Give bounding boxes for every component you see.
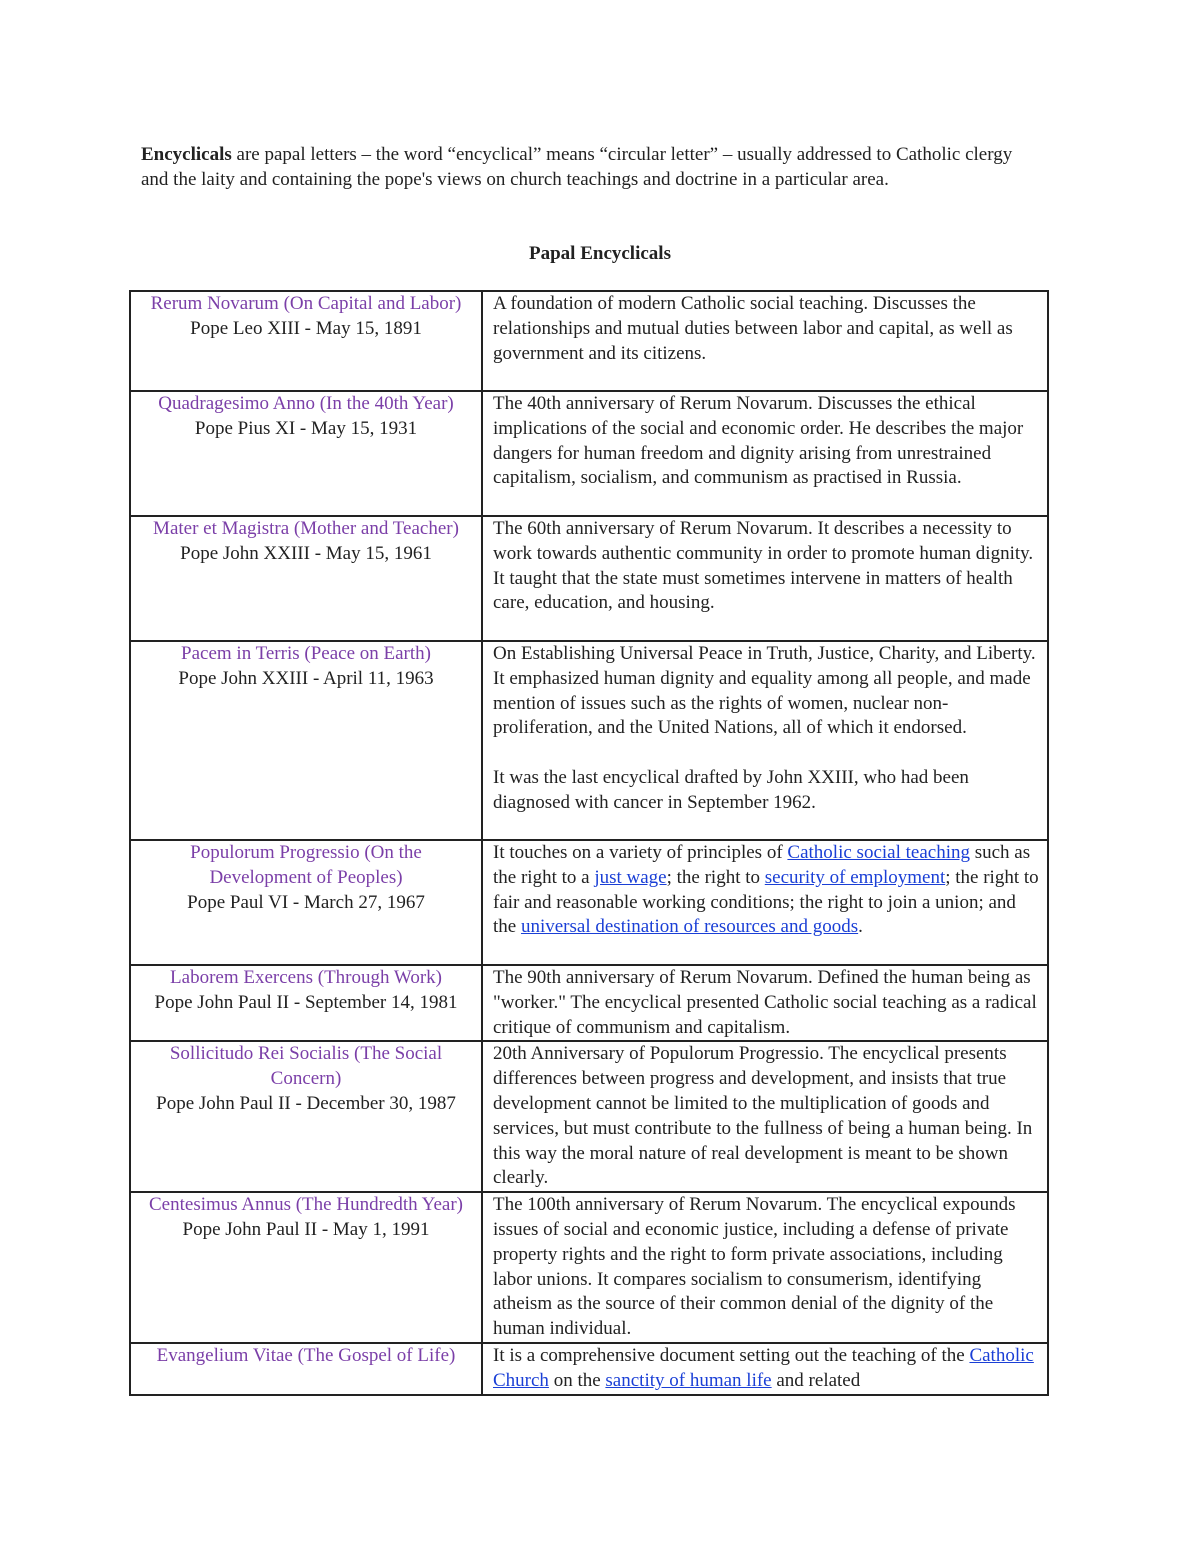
encyclical-title: Quadragesimo Anno (In the 40th Year): [158, 393, 454, 414]
paragraph-gap: [493, 741, 1039, 766]
description-text: and related: [771, 1369, 861, 1391]
encyclical-pope-date: Pope John Paul II - September 14, 1981: [154, 991, 458, 1013]
encyclical-title: Mater et Magistra (Mother and Teacher): [153, 518, 459, 539]
table-row: [130, 1192, 1048, 1343]
table-row: [130, 641, 1048, 840]
encyclical-pope-date: Pope Pius XI - May 15, 1931: [194, 417, 418, 439]
description-text: ; the right to fair and reasonable working conditions; the right to join a union; and the: [493, 866, 1039, 938]
encyclical-name-cell: [130, 965, 482, 1041]
encyclical-pope-date: Pope John Paul II - May 1, 1991: [182, 1218, 430, 1240]
encyclical-pope-date: Pope John Paul II - December 30, 1987: [156, 1092, 456, 1114]
description-text: It touches on a variety of principles of: [493, 842, 788, 863]
table-row: [130, 391, 1048, 516]
encyclical-name-cell: [130, 1343, 482, 1395]
encyclical-description: [482, 1343, 1048, 1395]
encyclical-description: The 40th anniversary of Rerum Novarum. Discusses the ethical implications of the social and economic order. He describes the major dangers for human freedom and dignity arising from unrestrained capitalism, socialism, and communism as practised in Russia.: [482, 391, 1048, 516]
encyclical-title: Populorum Progressio (On the Development of Peoples): [190, 842, 422, 888]
table-row: [130, 1041, 1048, 1192]
table-row: [130, 516, 1048, 641]
intro-text: are papal letters – the word “encyclical” means “circular letter” – usually addressed to Catholic clergy and the laity and containing the pope's views on church teachings and doctrine in a particular area.: [141, 144, 1013, 190]
table-row: [130, 965, 1048, 1041]
encyclical-description: [482, 840, 1048, 965]
link-catholic-social-teaching[interactable]: Catholic social teaching: [787, 842, 970, 863]
description-text: on the: [548, 1369, 606, 1391]
encyclical-pope-date: Pope John XXIII - May 15, 1961: [180, 542, 432, 564]
encyclical-pope-date: Pope John XXIII - April 11, 1963: [178, 667, 434, 689]
description-paragraph: On Establishing Universal Peace in Truth, Justice, Charity, and Liberty. It emphasized human dignity and equality among all people, and made mention of issues such as the rights of women, nuclear non- proliferation, and the United Nations, all of which it endorsed.: [493, 643, 1036, 739]
link-universal-destination[interactable]: universal destination of resources and goods: [520, 916, 859, 938]
description-text: It is a comprehensive document setting out the teaching of the: [493, 1344, 970, 1366]
encyclical-pope-date: Pope Leo XIII - May 15, 1891: [190, 317, 422, 339]
intro-paragraph: [141, 143, 1021, 192]
encyclical-description: [482, 641, 1048, 840]
table-row: [130, 291, 1048, 391]
description-text: ; the right to: [666, 866, 765, 888]
page-title: Papal Encyclicals: [529, 243, 671, 264]
encyclical-name-cell: [130, 391, 482, 516]
encyclical-title: Laborem Exercens (Through Work): [170, 967, 442, 988]
encyclical-description: The 60th anniversary of Rerum Novarum. It describes a necessity to work towards authentic community in order to promote human dignity. It taught that the state must sometimes intervene in matters of health care, education, and housing.: [482, 516, 1048, 641]
encyclical-description: 20th Anniversary of Populorum Progressio. The encyclical presents differences between progress and development, and insists that true development cannot be limited to the multiplication of goods and services, but must contribute to the fullness of being a human being. In this way the moral nature of real development is meant to be shown clearly.: [482, 1041, 1048, 1192]
link-just-wage[interactable]: just wage: [594, 866, 667, 888]
encyclical-description: The 90th anniversary of Rerum Novarum. Defined the human being as "worker." The encyclical presented Catholic social teaching as a radical critique of communism and capitalism.: [482, 965, 1048, 1041]
link-sanctity-of-human-life[interactable]: sanctity of human life: [605, 1369, 772, 1391]
encyclical-name-cell: [130, 1192, 482, 1343]
link-catholic-church[interactable]: Catholic Church: [493, 1344, 1034, 1391]
encyclical-name-cell: [130, 641, 482, 840]
table-row: [130, 1343, 1048, 1395]
description-text: .: [858, 916, 863, 938]
encyclical-description: The 100th anniversary of Rerum Novarum. The encyclical expounds issues of social and economic justice, including a defense of private property rights and the right to form private associations, including labor unions. It compares socialism to consumerism, identifying atheism as the source of their common denial of the dignity of the human individual.: [482, 1192, 1048, 1343]
link-security-of-employment[interactable]: security of employment: [764, 866, 946, 888]
encyclical-pope-date: Pope Paul VI - March 27, 1967: [187, 891, 425, 913]
encyclical-name-cell: [130, 840, 482, 965]
encyclicals-table: [129, 290, 1049, 1396]
encyclical-title: Pacem in Terris (Peace on Earth): [181, 643, 431, 664]
description-text: such as the right to a: [493, 842, 1031, 888]
encyclical-title: Sollicitudo Rei Socialis (The Social Concern): [169, 1043, 443, 1090]
encyclical-title: Rerum Novarum (On Capital and Labor): [150, 293, 462, 314]
description-paragraph: It was the last encyclical drafted by John XXIII, who had been diagnosed with cancer in September 1962.: [493, 766, 969, 813]
encyclical-title: Evangelium Vitae (The Gospel of Life): [156, 1344, 456, 1366]
table-row: [130, 840, 1048, 965]
encyclical-name-cell: [130, 1041, 482, 1192]
intro-term: Encyclicals: [141, 144, 232, 165]
encyclical-title: Centesimus Annus (The Hundredth Year): [149, 1194, 463, 1216]
encyclical-name-cell: [130, 291, 482, 391]
encyclical-description: A foundation of modern Catholic social teaching. Discusses the relationships and mutual duties between labor and capital, as well as government and its citizens.: [482, 291, 1048, 391]
encyclical-name-cell: [130, 516, 482, 641]
